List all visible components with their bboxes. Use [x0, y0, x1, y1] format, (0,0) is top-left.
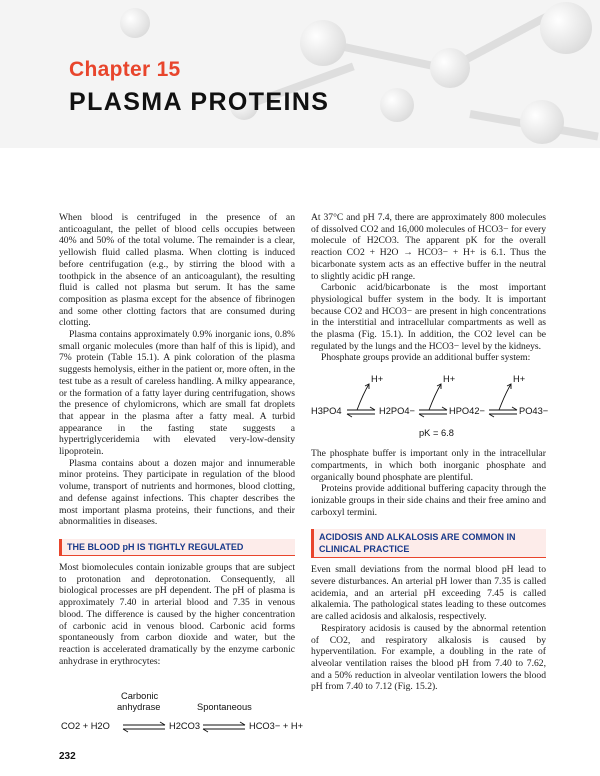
left-paragraph-1: When blood is centrifuged in the presence of an anticoagulant, the pellet of blood cells occupies between 40% and 50% of the total volume. The remainder is a clear, yellowish fluid called plasma. When clotting is induced before centrifugation (e.g., by stirring the blood with a toothpick in the absence of an anticoagulant), the resulting fluid is called not plasma but serum. It has the same composition as plasma except for the absence of fibrinogen and some other clotting factors that are consumed during clotting. — [59, 212, 295, 329]
proton-label-2: H+ — [443, 374, 456, 385]
proton-label-3: H+ — [513, 374, 526, 385]
right-paragraph-1: At 37°C and pH 7.4, there are approximately 800 molecules of dissolved CO2 and 16,000 molecules of HCO3− for every molecule of H2CO3. The apparent pK for the overall reaction CO2 + H2O → HCO3− + H+ is 6.1. Thus the bicarbonate system acts as an effective buffer in the neutral to slightly acidic pH range. — [311, 212, 546, 282]
left-paragraph-4: Most biomolecules contain ionizable groups that are subject to protonation and deprotonation. Consequently, all biological processes are pH dependent. The pH of plasma is approximately 7.40 in arterial blood and 7.35 in venous blood. The difference is caused by the higher concentration of carbonic acid in venous blood. Carbonic acid forms spontaneously from carbon dioxide and water, but the reaction is accelerated dramatically by the enzyme carbonic anhydrase in erythrocytes: — [59, 561, 295, 667]
right-paragraph-3: Phosphate groups provide an additional buffer system: — [321, 352, 531, 364]
page-number: 232 — [59, 751, 76, 762]
chapter-label: Chapter 15 — [69, 58, 181, 81]
section-heading-blood-ph: THE BLOOD pH IS TIGHTLY REGULATED — [59, 539, 295, 556]
products: HCO3− + H+ — [249, 721, 303, 732]
right-paragraph-5: Proteins provide additional buffering capacity through the ionizable groups in their side chains and their free amino and carboxyl termini. — [311, 483, 546, 518]
enzyme-label-line1: Carbonic — [121, 691, 159, 702]
right-column — [311, 212, 549, 693]
phosphate-buffer-equation — [311, 370, 549, 442]
hydrogen-phosphate: HPO42− — [449, 406, 485, 417]
section-heading-acidosis: ACIDOSIS AND ALKALOSIS ARE COMMON IN CLINICAL PRACTICE — [311, 529, 546, 558]
left-column — [59, 212, 303, 741]
reactants: CO2 + H2O — [61, 721, 110, 732]
enzyme-label-line2: anhydrase — [117, 702, 161, 713]
right-paragraph-7: Respiratory acidosis is caused by the abnormal retention of CO2, and respiratory alkalosis is caused by hyperventilation. For example, a doubling in the rate of alveolar ventilation raises the blood pH from 7.40 to 7.62, and a 50% reduction in alveolar ventilation lowers the blood pH from 7.40 to 7.12 (Fig. 15.2). — [311, 622, 546, 693]
right-paragraph-2: Carbonic acid/bicarbonate is the most important physiological buffer system in the body. It is important because CO2 and HCO3− are present in high concentrations in the interstitial and intracellular compartments as well as the plasma (Fig. 15.1). In addition, the CO2 level can be regulated by the lungs and the HCO3− level by the kidneys. — [311, 282, 546, 352]
phosphoric-acid: H3PO4 — [311, 406, 342, 417]
right-paragraph-6: Even small deviations from the normal blood pH lead to severe disturbances. An arterial pH lower than 7.35 is called acidemia, and an arterial pH exceeding 7.45 is called alkalemia. The pathological states leading to these outcomes are called acidosis and alkalosis, respectively. — [311, 564, 546, 623]
chapter-title: PLASMA PROTEINS — [69, 88, 330, 116]
phosphate-ion: PO43− — [519, 406, 549, 417]
right-paragraph-4: The phosphate buffer is important only in the intracellular compartments, in which both inorganic phosphate and organically bound phosphate are plentiful. — [311, 448, 546, 483]
carbonic-anhydrase-reaction — [59, 673, 303, 741]
dihydrogen-phosphate: H2PO4− — [379, 406, 415, 417]
proton-label-1: H+ — [371, 374, 384, 385]
carbonic-acid: H2CO3 — [169, 721, 201, 732]
spontaneous-label: Spontaneous — [197, 702, 252, 713]
left-paragraph-2: Plasma contains approximately 0.9% inorganic ions, 0.8% small organic molecules (more than half of this is lipid), and 7% protein (Table 15.1). A pink coloration of the plasma suggests hemolysis, either in the patient or, more often, in the test tube as a result of careless handling. A milky appearance, or the formation of a fatty layer during centrifugation, shows the presence of chylomicrons, which are small fat droplets that appear in the plasma after a fatty meal. A turbid appearance in the fasting state suggests a hypertriglyceridemia with elevated very-low-density lipoprotein. — [59, 329, 295, 458]
pk-value: pK = 6.8 — [419, 428, 454, 439]
left-paragraph-3: Plasma contains about a dozen major and innumerable minor proteins. They participate in regulation of the blood volume, transport of nutrients and hormones, blood clotting, and defense against infections. This chapter describes the most important plasma proteins, their functions, and their abnormalities in diseases. — [59, 457, 295, 528]
